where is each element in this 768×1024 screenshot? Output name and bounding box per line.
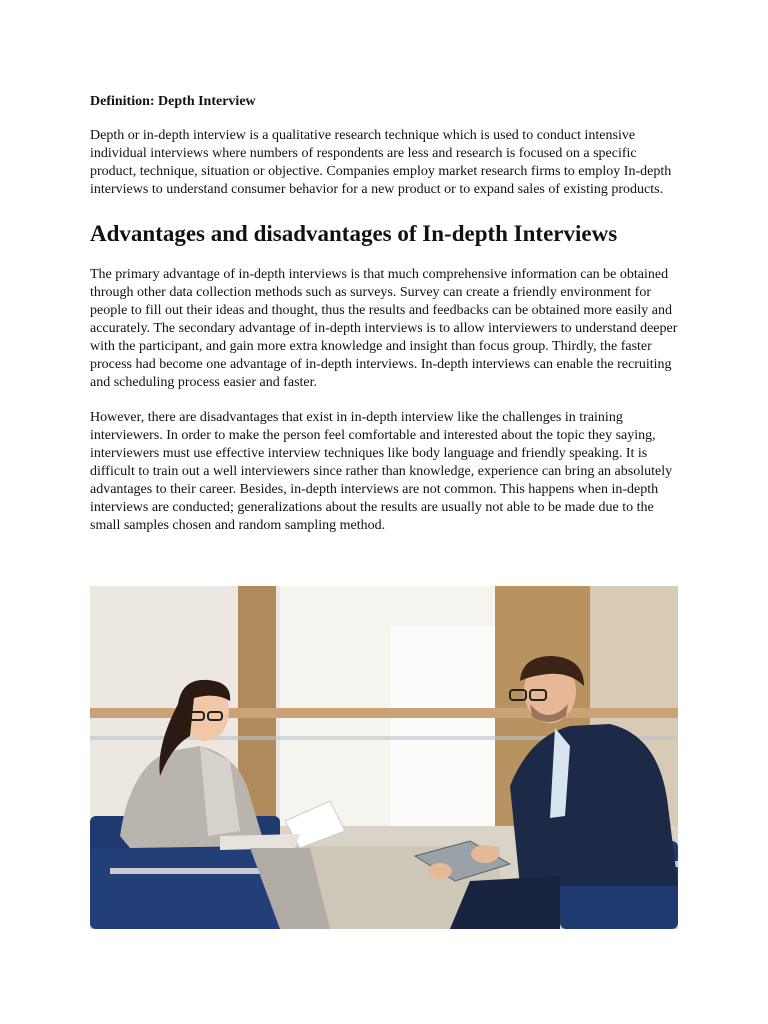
interview-photo [90, 586, 678, 929]
disadvantages-paragraph: However, there are disadvantages that exist in in-depth interview like the challenges in training interviewers. In order to make the person feel comfortable and interested about the topic they saying, interviewers must use effective interview techniques like body language and friendly speaking. It is difficult to train out a well interviewers since rather than knowledge, experience can bring an absolutely advantages to their career. Besides, in-depth interviews are not common. This happens when in-depth interviews are conducted; generalizations about the results are usually not able to be made due to the small samples chosen and random sampling method. [90, 410, 673, 533]
definition-title: Definition: Depth Interview [90, 94, 256, 109]
document-page [90, 93, 682, 552]
definition-paragraph: Depth or in-depth interview is a qualitative research technique which is used to conduct intensive individual interviews where numbers of respondents are less and research is focused on a specific product, technique, situation or objective. Companies employ market research firms to employ In-depth interviews to understand consumer behavior for a new product or to expand sales of existing products. [90, 128, 672, 197]
advantages-paragraph: The primary advantage of in-depth interviews is that much comprehensive information can be obtained through other data collection methods such as surveys. Survey can create a friendly environment for people to fill out their ideas and thought, thus the results and feedbacks can be obtained more easily and accurately. The secondary advantage of in-depth interviews is to allow interviewers to understand deeper with the participant, and gain more extra knowledge and insight than focus group. Thirdly, the faster process had become one advantage of in-depth interviews. In-depth interviews can enable the recruiting and scheduling process easier and faster. [90, 267, 678, 390]
section-heading: Advantages and disadvantages of In-depth Interviews [90, 221, 618, 246]
